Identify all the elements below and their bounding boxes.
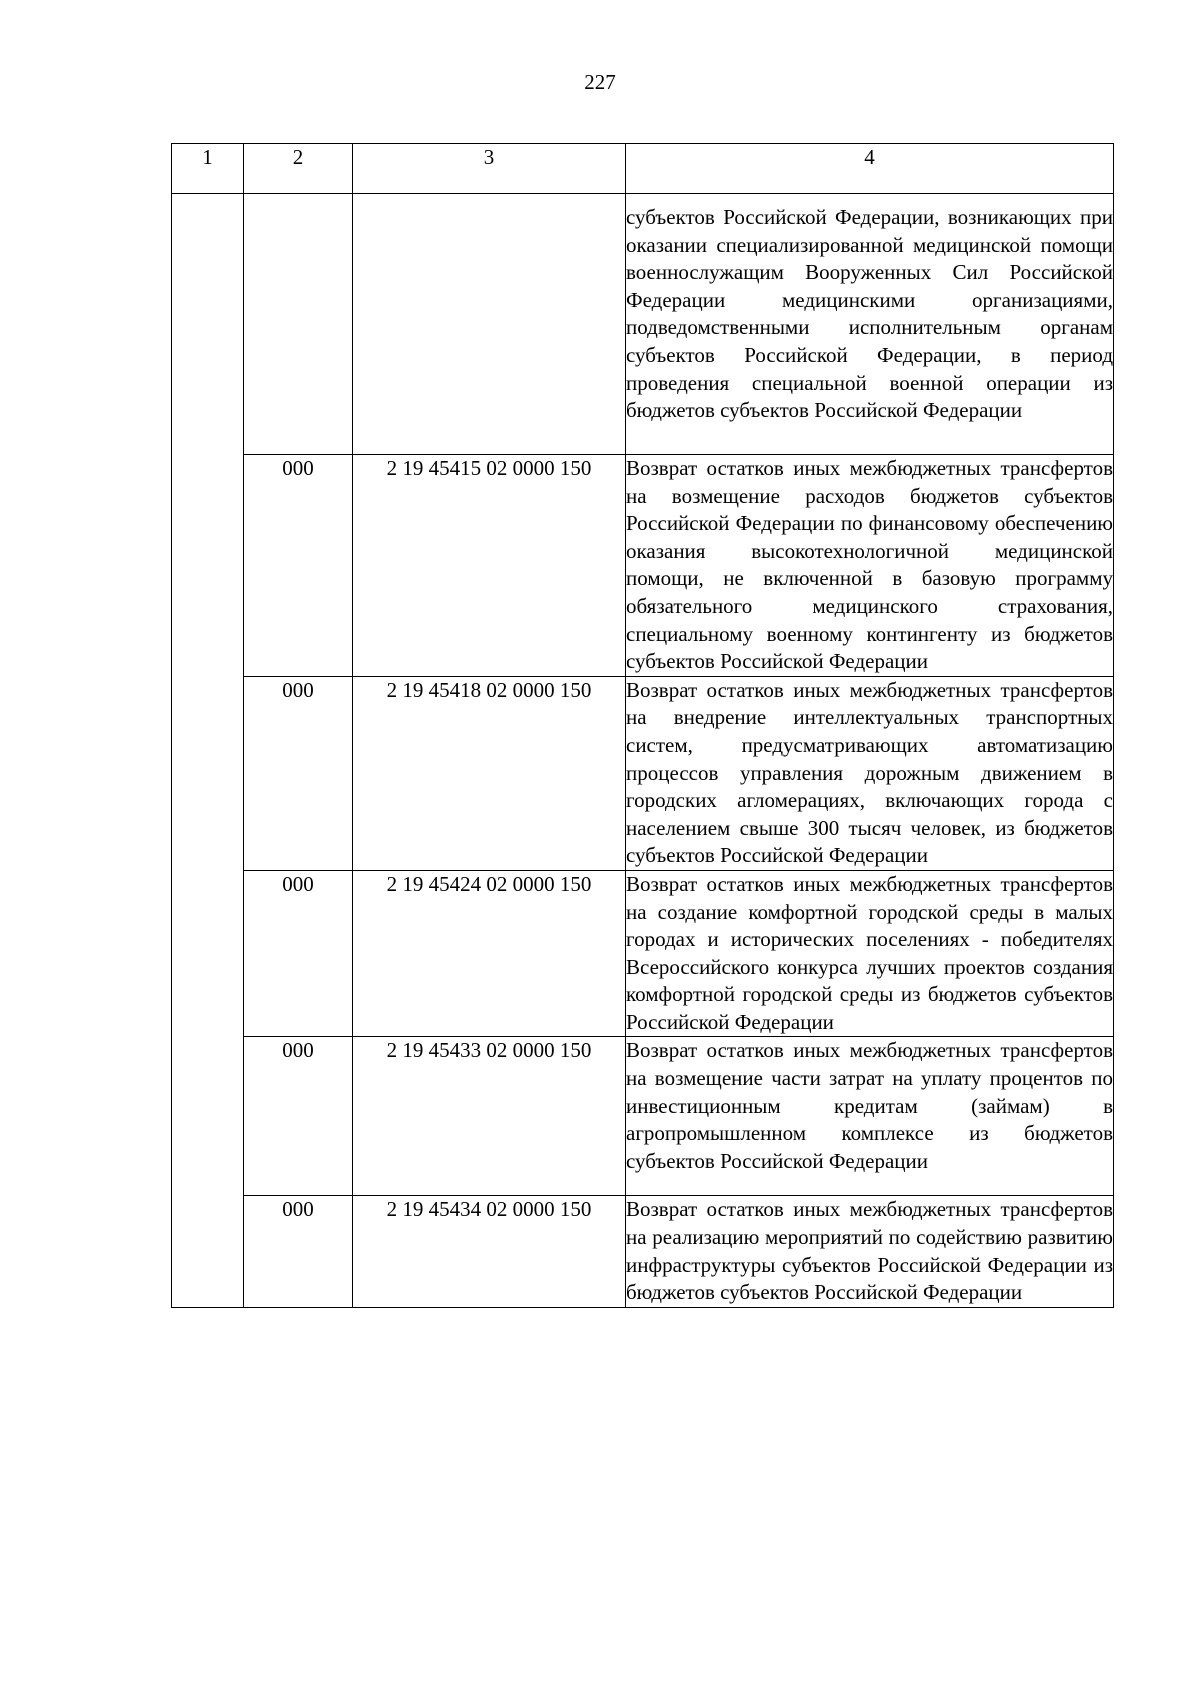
budget-code-cell: 2 19 45434 02 0000 150 (353, 1196, 626, 1307)
column-header-2: 2 (244, 144, 353, 194)
budget-code-cell: 2 19 45424 02 0000 150 (353, 870, 626, 1037)
budget-classification-table (171, 143, 1114, 1308)
page-number: 227 (584, 70, 616, 94)
table-row (172, 194, 1114, 455)
description-cell: Возврат остатков иных межбюджетных трансфертов на возмещение расходов бюджетов субъектов Российской Федерации по финансовому обеспечению оказания высокотехнологичной медицинской помощи, не включенной в базовую программу обязательного медицинского страхования, специальному военному контингенту из бюджетов субъектов Российской Федерации (626, 455, 1114, 677)
budget-code-cell: 2 19 45433 02 0000 150 (353, 1037, 626, 1196)
table-row (172, 1037, 1114, 1196)
budget-code-cell: 2 19 45418 02 0000 150 (353, 676, 626, 870)
admin-code-cell: 000 (244, 870, 353, 1037)
column-header-1: 1 (172, 144, 244, 194)
table-row (172, 1196, 1114, 1307)
description-cell: Возврат остатков иных межбюджетных трансфертов на внедрение интеллектуальных транспортных систем, предусматривающих автоматизацию процессов управления дорожным движением в городских агломерациях, включающих города с населением свыше 300 тысяч человек, из бюджетов субъектов Российской Федерации (626, 676, 1114, 870)
admin-code-cell: 000 (244, 455, 353, 677)
budget-code-cell (353, 194, 626, 455)
budget-code-cell: 2 19 45415 02 0000 150 (353, 455, 626, 677)
table-row (172, 870, 1114, 1037)
table-row (172, 676, 1114, 870)
admin-code-cell: 000 (244, 676, 353, 870)
admin-code-cell (244, 194, 353, 455)
description-cell: субъектов Российской Федерации, возникающих при оказании специализированной медицинской помощи военнослужащим Вооруженных Сил Российской Федерации медицинскими организациями, подведомственными исполнительным органам субъектов Российской Федерации, в период проведения специальной военной операции из бюджетов субъектов Российской Федерации (626, 194, 1114, 455)
admin-code-cell: 000 (244, 1196, 353, 1307)
description-cell: Возврат остатков иных межбюджетных трансфертов на реализацию мероприятий по содействию развитию инфраструктуры субъектов Российской Федерации из бюджетов субъектов Российской Федерации (626, 1196, 1114, 1307)
column-header-3: 3 (353, 144, 626, 194)
description-cell: Возврат остатков иных межбюджетных трансфертов на возмещение части затрат на уплату процентов по инвестиционным кредитам (займам) в агропромышленном комплексе из бюджетов субъектов Российской Федерации (626, 1037, 1114, 1196)
table-row (172, 455, 1114, 677)
admin-code-cell: 000 (244, 1037, 353, 1196)
description-cell: Возврат остатков иных межбюджетных трансфертов на создание комфортной городской среды в малых городах и исторических поселениях - победителях Всероссийского конкурса лучших проектов создания комфортной городской среды из бюджетов субъектов Российской Федерации (626, 870, 1114, 1037)
column-1-cell (172, 194, 244, 1308)
column-header-4: 4 (626, 144, 1114, 194)
table-header-row (172, 144, 1114, 194)
